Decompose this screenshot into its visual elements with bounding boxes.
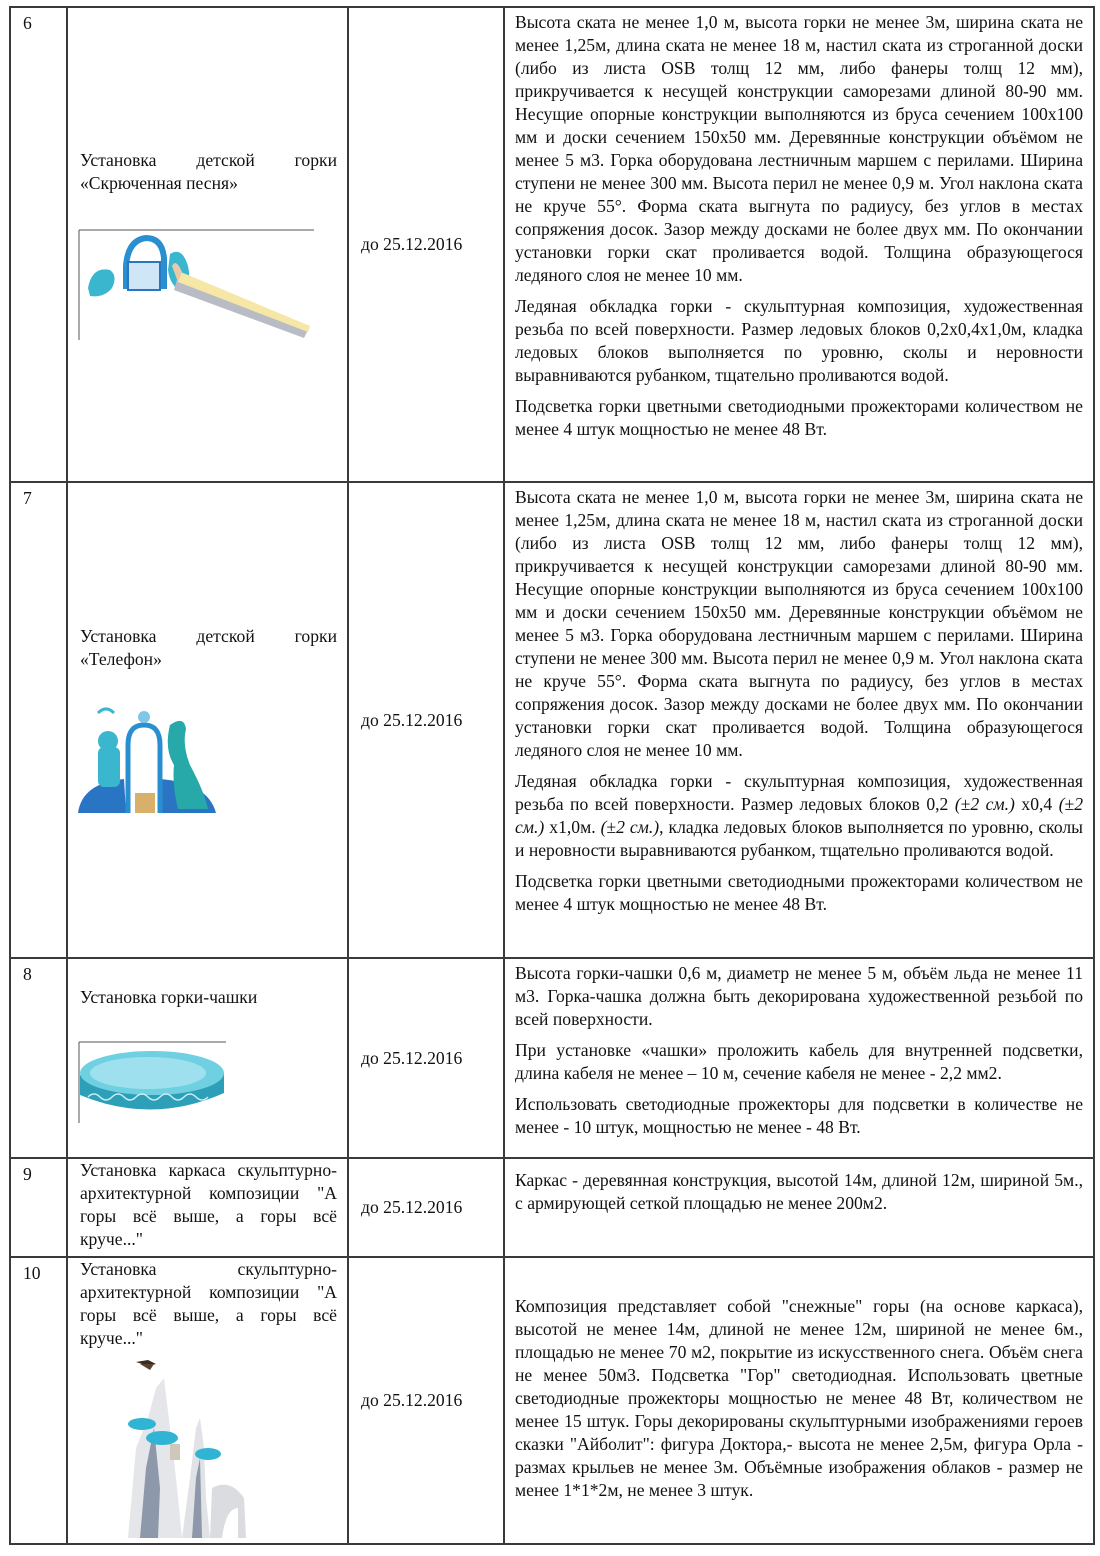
tolerance-note: (±2 см.) xyxy=(515,794,1083,837)
description-cell xyxy=(504,482,1094,958)
text-span: , кладка ледовых блоков выполняется по уровню, сколы и неровности выравниваются рубанком, тщательно проливаются водой. xyxy=(515,817,1083,860)
table-row xyxy=(10,7,1094,482)
description-cell xyxy=(504,1158,1094,1257)
item-name-cell xyxy=(67,958,348,1158)
specification-table xyxy=(9,6,1095,1545)
deadline-cell: до 25.12.2016 xyxy=(348,1158,504,1257)
deadline-cell: до 25.12.2016 xyxy=(348,482,504,958)
item-name-text: Установка скульптурно-архитектурной композиции "А горы всё выше, а горы всё круче..." xyxy=(80,1259,337,1348)
row-number: 6 xyxy=(10,7,67,482)
item-name-cell: Установка каркаса скульптурно-архитектурной композиции "А горы всё выше, а горы всё круче..." xyxy=(67,1158,348,1257)
tolerance-note: (±2 см.) xyxy=(600,817,660,837)
deadline-cell: до 25.12.2016 xyxy=(348,1257,504,1544)
item-name-cell xyxy=(67,1257,348,1544)
row-number: 7 xyxy=(10,482,67,958)
slide-kryuchennaya-pesnya-illustration xyxy=(78,226,318,341)
item-name-line: Установка детской горки xyxy=(80,150,337,170)
description-paragraph: Высота ската не менее 1,0 м, высота горки не менее 3м, ширина ската не менее 1,25м, длина ската не менее 18 м, настил ската из строганной доски (либо из листа OSB толщ 12 мм, либо фанеры толщ 12 мм), прикручивается к несущей конструкции саморезами длиной 80-90 мм. Несущие опорные конструкции выполняются из бруса сечением 100х100 мм и доски сечением 150х50 мм. Деревянные конструкции объёмом не менее 5 м3. Горка оборудована лестничным маршем с перилами. Ширина ступени не менее 300 мм. Высота перил не менее 0,9 м. Угол наклона ската не круче 55°. Форма ската выгнута по радиусу, без углов в местах сопряжения досок. Зазор между досками не более двух мм. По окончании установки горки скат проливается водой. Толщина образующегося ледяного слоя не менее 10 мм. xyxy=(515,12,1083,285)
item-name-line: Установка горки-чашки xyxy=(80,987,258,1007)
item-name-cell xyxy=(67,7,348,482)
text-span: х1,0м. xyxy=(544,817,601,837)
snow-mountains-eagle-clouds-illustration xyxy=(126,1358,286,1538)
description-paragraph: Ледяная обкладка горки - скульптурная композиция, художественная резьба по всей поверхности. Размер ледовых блоков 0,2х0,4х1,0м, кладка ледовых блоков выполняется по уровню, сколы и неровности выравниваются рубанком, тщательно проливаются водой. xyxy=(515,296,1083,385)
row-number: 10 xyxy=(10,1257,67,1544)
tolerance-note: (±2 см.) xyxy=(954,794,1015,814)
description-paragraph: Подсветка горки цветными светодиодными прожекторами количеством не менее 4 штук мощностью не менее 48 Вт. xyxy=(515,396,1083,439)
text-span: Ледяная обкладка горки - скульптурная композиция, художественная резьба по всей поверхности. Размер ледовых блоков 0,2 xyxy=(515,771,1083,814)
description-paragraph: Использовать светодиодные прожекторы для подсветки в количестве не менее - 10 штук, мощностью не менее - 48 Вт. xyxy=(515,1094,1083,1137)
description-paragraph: Высота ската не менее 1,0 м, высота горки не менее 3м, ширина ската не менее 1,25м, длина ската не менее 18 м, настил ската из строганной доски (либо из листа OSB толщ 12 мм, либо фанеры толщ 12 мм), прикручивается к несущей конструкции саморезами длиной 80-90 мм. Несущие опорные конструкции выполняются из бруса сечением 100х100 мм и доски сечением 150х50 мм. Деревянные конструкции объёмом не менее 5 м3. Горка оборудована лестничным маршем с перилами. Ширина ступени не менее 300 мм. Высота перил не менее 0,9 м. Угол наклона ската не круче 55°. Форма ската выгнута по радиусу, без углов в местах сопряжения досок. Зазор между досками не более двух мм. По окончании установки горки скат проливается водой. Толщина образующегося ледяного слоя не менее 10 мм. xyxy=(515,487,1083,760)
description-cell xyxy=(504,7,1094,482)
item-name-line: Установка детской горки xyxy=(80,626,337,646)
row-number: 8 xyxy=(10,958,67,1158)
text-span: х0,4 xyxy=(1014,794,1059,814)
deadline-cell: до 25.12.2016 xyxy=(348,958,504,1158)
description-paragraph: При установке «чашки» проложить кабель для внутренней подсветки, длина кабеля не менее – 10 м, сечение кабеля не менее - 2,2 мм2. xyxy=(515,1040,1083,1083)
table-row xyxy=(10,482,1094,958)
table-row xyxy=(10,1158,1094,1257)
deadline-cell: до 25.12.2016 xyxy=(348,7,504,482)
description-paragraph: Подсветка горки цветными светодиодными прожекторами количеством не менее 4 штук мощностью не менее 48 Вт. xyxy=(515,871,1083,914)
description-cell xyxy=(504,958,1094,1158)
ice-cup-illustration xyxy=(78,1041,228,1123)
description-paragraph: Высота горки-чашки 0,6 м, диаметр не менее 5 м, объём льда не менее 11 м3. Горка-чашка должна быть декорирована художественной резьбой по всей поверхности. xyxy=(515,963,1083,1029)
item-name-cell xyxy=(67,482,348,958)
item-name-line: «Скрюченная песня» xyxy=(80,173,238,193)
ice-cladding-paragraph xyxy=(515,770,1083,862)
table-row xyxy=(10,1257,1094,1544)
item-name-line: «Телефон» xyxy=(80,649,162,669)
description-paragraph: Каркас - деревянная конструкция, высотой 14м, длиной 12м, шириной 5м., с армирующей сеткой площадью не менее 200м2. xyxy=(515,1170,1083,1213)
table-row xyxy=(10,958,1094,1158)
row-number: 9 xyxy=(10,1158,67,1257)
description-paragraph: Композиция представляет собой "снежные" горы (на основе каркаса), высотой не менее 14м, длиной не менее 12м, шириной не менее 6м., площадью не менее 70 м2, покрытие из искусственного снега. Объём снега не менее 50м3. Подсветка "Гор" светодиодная. Использовать цветные светодиодные прожекторы мощностью не менее 48 Вт, количеством не менее 15 штук. Горы декорированы скульптурными изображениями героев сказки "Айболит": фигура Доктора,- высота не менее 2,5м, фигура Орла - размах крыльев не менее 3м. Объёмные изображения облаков - размер не менее 1*1*2м, не менее 3 штук. xyxy=(515,1296,1083,1500)
slide-telefon-illustration xyxy=(78,705,223,815)
description-cell xyxy=(504,1257,1094,1544)
